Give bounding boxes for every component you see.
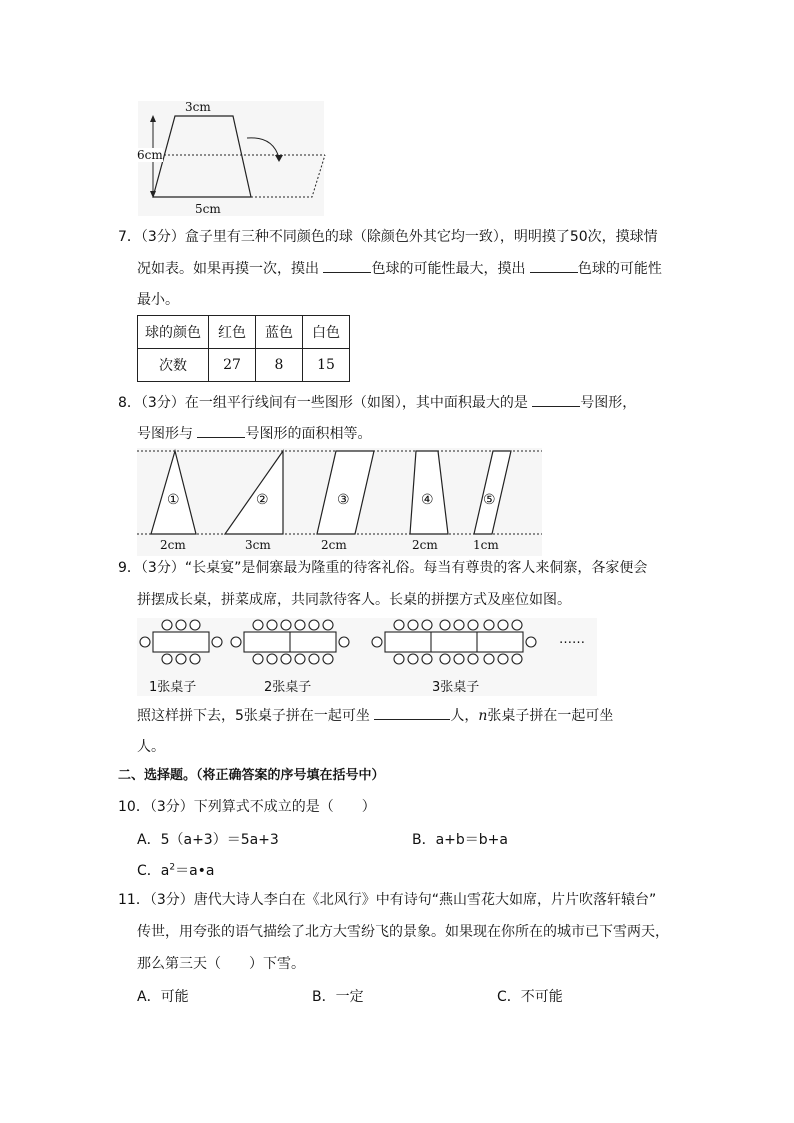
q7-line3: 最小。	[137, 292, 179, 308]
q10-option-a[interactable]: A．5（a+3）＝5a+3	[137, 832, 279, 848]
table-row	[138, 349, 350, 382]
shape-number-1: ①	[167, 492, 180, 508]
q7-answer-blank-1[interactable]	[323, 258, 371, 273]
q8-line2a: 号图形与	[137, 426, 193, 442]
shape-base-3: 2cm	[321, 538, 347, 552]
parallel-lines-figure	[137, 448, 542, 556]
q10-option-b[interactable]: B．a+b＝b+a	[412, 832, 508, 848]
tables-3	[385, 632, 523, 652]
q10-option-c-rest: ＝a•a	[175, 863, 215, 879]
q10-option-c[interactable]	[137, 860, 215, 880]
q7-line2a: 况如表。如果再摸一次，摸出	[137, 261, 319, 277]
table-caption-1: 1张桌子	[149, 680, 197, 695]
long-table-figure	[137, 618, 597, 696]
table-caption-3: 3张桌子	[432, 680, 480, 695]
trapezoid-figure	[137, 100, 332, 218]
table-cell: 8	[256, 349, 303, 382]
q7-answer-blank-2[interactable]	[530, 258, 578, 273]
long-table-diagram	[137, 618, 597, 696]
q7-line2c: 色球的可能性	[577, 261, 662, 277]
q8-line2	[137, 418, 371, 450]
q9-line3b: 人，	[450, 708, 479, 724]
section-title: 二、选择题。（将正确答案的序号填在括号中）	[118, 768, 385, 783]
q11-line2: 传世，用夸张的语气描绘了北方大雪纷飞的景象。如果现在你所在的城市已下雪两天，	[137, 924, 669, 940]
q10-option-c-exponent: 2	[169, 862, 176, 873]
table-cell: 白色	[303, 316, 350, 349]
table-row	[138, 316, 350, 349]
q9-line3a: 照这样拼下去，5张桌子拼在一起可坐	[137, 708, 370, 724]
table-cell: 球的颜色	[138, 316, 209, 349]
label-top: 3cm	[185, 100, 211, 114]
q8-line1	[118, 387, 636, 419]
q9-line3d: 张桌子拼在一起可坐	[487, 708, 614, 724]
shape-number-3: ③	[337, 492, 350, 508]
q7-line2	[137, 253, 662, 285]
q10-stem: 10．（3分）下列算式不成立的是（ ）	[118, 799, 376, 815]
shape-number-5: ⑤	[483, 492, 496, 508]
q8-line1a: 8．（3分）在一组平行线间有一些图形（如图），其中面积最大的是	[118, 395, 528, 411]
table-cell: 15	[303, 349, 350, 382]
trapezoid-diagram	[137, 100, 332, 218]
label-left: 6cm	[137, 148, 163, 162]
shape-number-2: ②	[256, 492, 269, 508]
shape-base-4: 2cm	[412, 538, 438, 552]
shape-number-4: ④	[421, 492, 434, 508]
q9-line2: 拼摆成长桌，拼菜成席，共同款待客人。长桌的拼摆方式及座位如图。	[137, 592, 571, 608]
q7-line1: 7．（3分）盒子里有三种不同颜色的球（除颜色外其它均一致），明明摸了50次，摸球情	[118, 229, 658, 245]
q9-line1: 9．（3分）“长桌宴”是侗寨最为隆重的待客礼俗。每当有尊贵的客人来侗寨，各家便会	[118, 560, 648, 576]
q11-option-c[interactable]: C．不可能	[497, 989, 563, 1005]
table-1	[153, 632, 209, 652]
q8-answer-blank-2[interactable]	[197, 423, 245, 438]
shape-base-1: 2cm	[160, 538, 186, 552]
ball-count-table	[137, 315, 350, 382]
table-cell: 蓝色	[256, 316, 303, 349]
shape-base-2: 3cm	[245, 538, 271, 552]
shape-base-5: 1cm	[473, 538, 499, 552]
table-caption-2: 2张桌子	[264, 680, 312, 695]
q8-answer-blank-1[interactable]	[532, 392, 580, 407]
table-cell: 27	[209, 349, 256, 382]
q9-line3	[137, 700, 613, 732]
q9-variable-n: n	[478, 708, 488, 724]
q11-option-a[interactable]: A．可能	[137, 989, 189, 1005]
q8-line1b: 号图形，	[580, 395, 637, 411]
q8-line2b: 号图形的面积相等。	[245, 426, 372, 442]
q11-option-b[interactable]: B．一定	[312, 989, 364, 1005]
q11-line1: 11．（3分）唐代大诗人李白在《北风行》中有诗句“燕山雪花大如席，片片吹落轩辕台”	[118, 892, 657, 908]
q9-line4: 人。	[137, 739, 165, 755]
label-bottom: 5cm	[195, 202, 221, 216]
q10-option-c-prefix: C．a	[137, 863, 170, 879]
q11-line3: 那么第三天（ ）下雪。	[137, 956, 305, 972]
table-cell: 次数	[138, 349, 209, 382]
table-cell: 红色	[209, 316, 256, 349]
q7-line2b: 色球的可能性最大，摸出	[371, 261, 526, 277]
continuation-ellipsis: ……	[559, 632, 585, 647]
q9-answer-blank-1[interactable]	[374, 705, 450, 720]
